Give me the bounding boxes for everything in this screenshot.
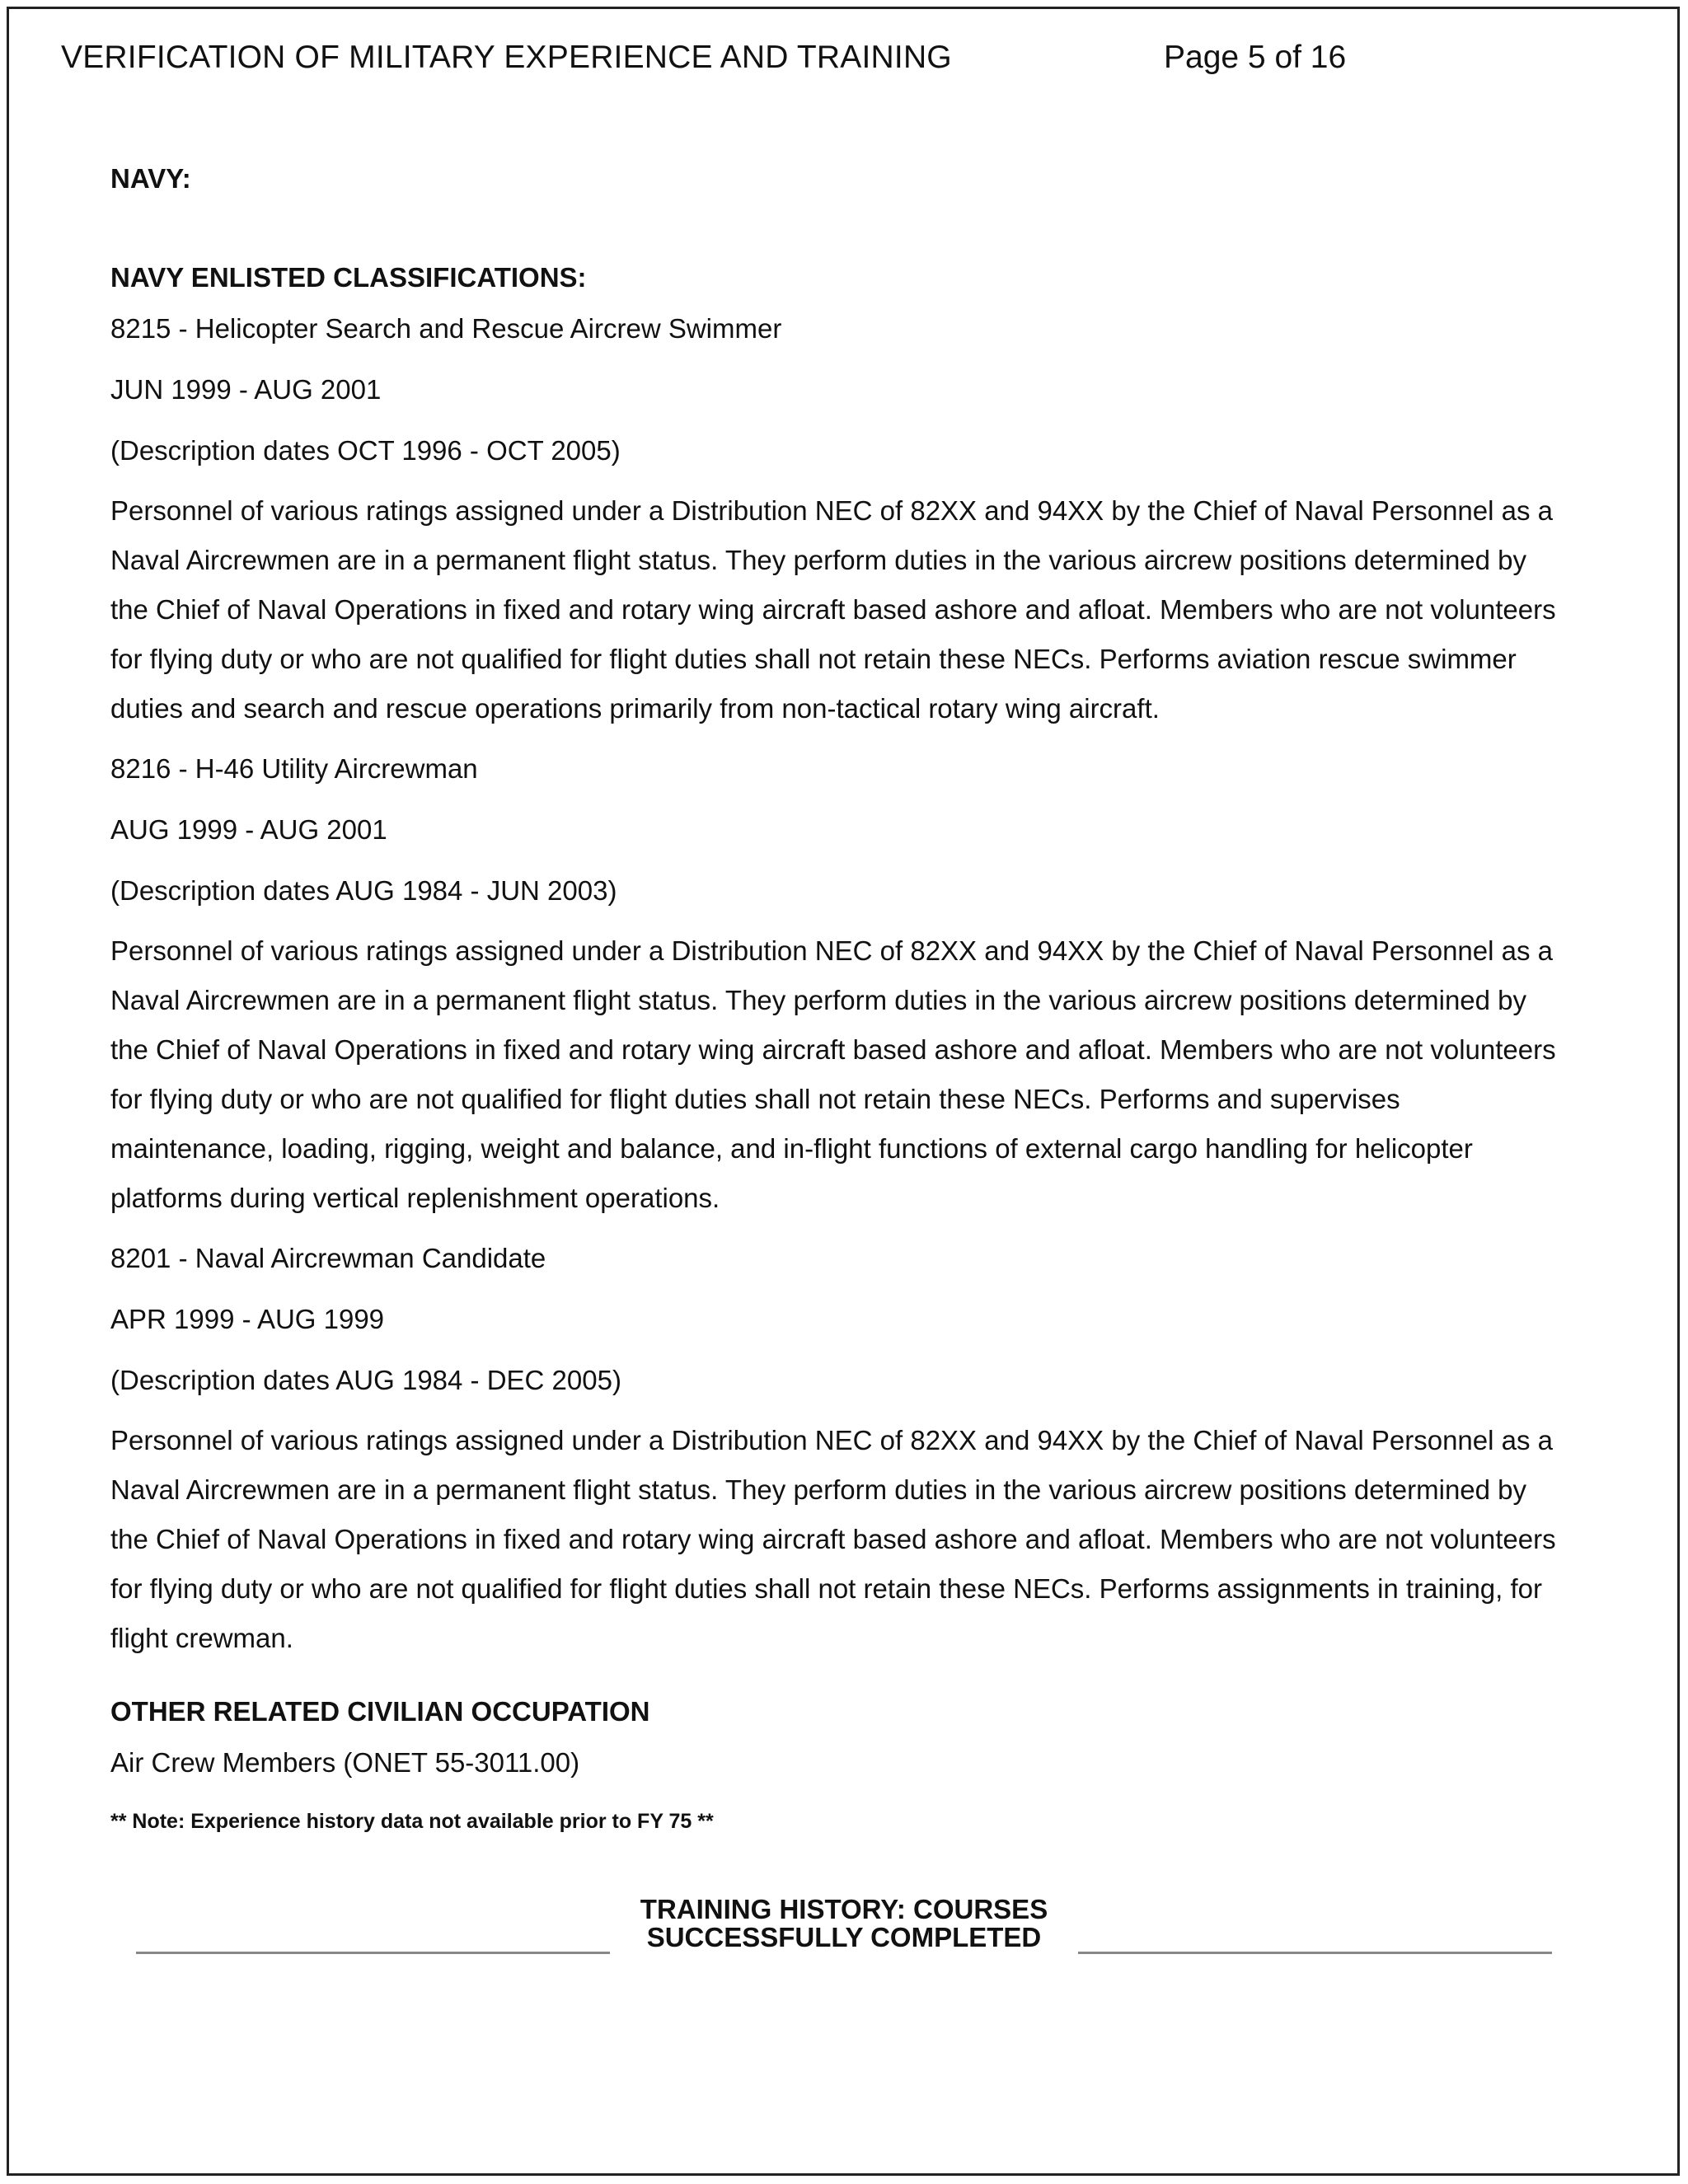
description-dates: (Description dates AUG 1984 - DEC 2005) xyxy=(110,1365,621,1395)
classification-entry xyxy=(110,748,1594,1223)
civilian-occupation-heading: OTHER RELATED CIVILIAN OCCUPATION xyxy=(110,1696,650,1727)
training-history-line: TRAINING HISTORY: COURSES xyxy=(640,1894,1048,1924)
description-line: Naval Aircrewmen are in a permanent flight status. They perform duties in the various aircrew positions determined by xyxy=(110,985,1527,1015)
classification-entry xyxy=(110,308,1594,733)
description-line: Naval Aircrewmen are in a permanent flight status. They perform duties in the various aircrew positions determined by xyxy=(110,1474,1527,1505)
description-line: the Chief of Naval Operations in fixed and rotary wing aircraft based ashore and afloat. Members who are not volunteers xyxy=(110,594,1556,625)
divider-right xyxy=(1078,1952,1552,1954)
description-line: platforms during vertical replenishment operations. xyxy=(110,1183,720,1213)
divider-left xyxy=(136,1952,610,1954)
classification-dates: APR 1999 - AUG 1999 xyxy=(110,1304,385,1334)
description-line: Naval Aircrewmen are in a permanent flight status. They perform duties in the various aircrew positions determined by xyxy=(110,545,1527,575)
description-line: flight crewman. xyxy=(110,1623,293,1653)
classification-title: 8215 - Helicopter Search and Rescue Aircrew Swimmer xyxy=(110,313,782,344)
document-body xyxy=(110,158,1594,1838)
classification-dates: JUN 1999 - AUG 2001 xyxy=(110,374,382,405)
enlisted-classifications-heading: NAVY ENLISTED CLASSIFICATIONS: xyxy=(110,262,587,293)
civilian-occupation-section xyxy=(110,1691,1594,1783)
description-line: the Chief of Naval Operations in fixed and rotary wing aircraft based ashore and afloat. Members who are not volunteers xyxy=(110,1034,1556,1065)
description-line: the Chief of Naval Operations in fixed and rotary wing aircraft based ashore and afloat. Members who are not volunteers xyxy=(110,1524,1556,1554)
classification-description xyxy=(110,926,1594,1223)
training-history-heading xyxy=(610,1896,1078,1952)
civilian-occupation: Air Crew Members (ONET 55-3011.00) xyxy=(110,1747,580,1778)
description-line: for flying duty or who are not qualified for flight duties shall not retain these NECs. Performs aviation rescue swimmer xyxy=(110,644,1517,674)
description-line: Personnel of various ratings assigned under a Distribution NEC of 82XX and 94XX by the Chief of Naval Personnel as a xyxy=(110,1425,1553,1455)
description-dates: (Description dates OCT 1996 - OCT 2005) xyxy=(110,435,621,466)
page-number: Page 5 of 16 xyxy=(1164,40,1347,75)
document-title: VERIFICATION OF MILITARY EXPERIENCE AND TRAINING xyxy=(61,40,952,75)
classification-description xyxy=(110,486,1594,733)
experience-note: ** Note: Experience history data not available prior to FY 75 ** xyxy=(110,1810,714,1833)
classification-dates: AUG 1999 - AUG 2001 xyxy=(110,814,387,845)
classification-entry xyxy=(110,1238,1594,1663)
classification-description xyxy=(110,1416,1594,1663)
description-dates: (Description dates AUG 1984 - JUN 2003) xyxy=(110,875,617,906)
description-line: maintenance, loading, rigging, weight and balance, and in-flight functions of external cargo handling for helicopter xyxy=(110,1133,1473,1164)
description-line: for flying duty or who are not qualified for flight duties shall not retain these NECs. Performs and supervises xyxy=(110,1084,1400,1114)
description-line: duties and search and rescue operations primarily from non-tactical rotary wing aircraft. xyxy=(110,693,1160,724)
description-line: for flying duty or who are not qualified for flight duties shall not retain these NECs. Performs assignments in training, for xyxy=(110,1573,1543,1604)
description-line: Personnel of various ratings assigned under a Distribution NEC of 82XX and 94XX by the Chief of Naval Personnel as a xyxy=(110,935,1553,966)
classification-title: 8201 - Naval Aircrewman Candidate xyxy=(110,1243,546,1273)
description-line: Personnel of various ratings assigned under a Distribution NEC of 82XX and 94XX by the Chief of Naval Personnel as a xyxy=(110,495,1553,526)
classification-title: 8216 - H-46 Utility Aircrewman xyxy=(110,753,478,784)
training-history-line: SUCCESSFULLY COMPLETED xyxy=(646,1922,1042,1952)
branch-heading: NAVY: xyxy=(110,163,191,194)
